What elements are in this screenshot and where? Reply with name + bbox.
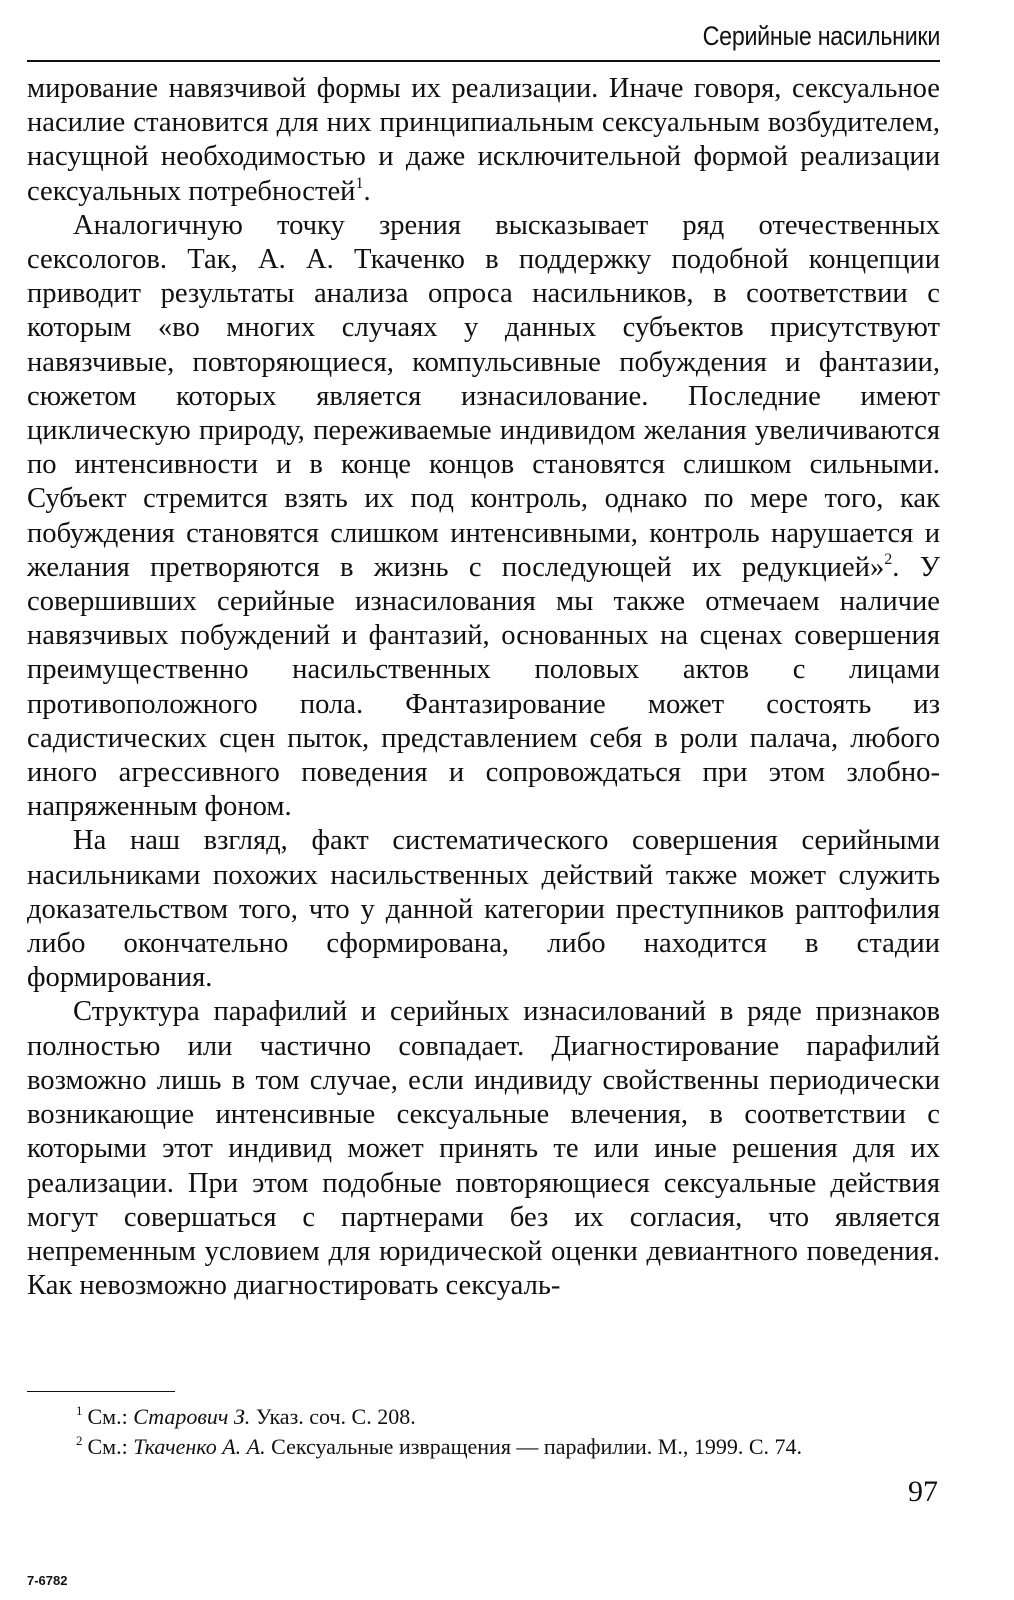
footnote-1: $^1$ См.: Старович З. Указ. соч. С. 208. [76, 1403, 416, 1429]
page-number: 97 [908, 1475, 938, 1508]
running-header [27, 14, 940, 62]
main-text [27, 72, 940, 1303]
footnote-2: $^2$ См.: Ткаченко А. А. Сексуальные извращения — парафилии. М., 1999. С. 74. [76, 1433, 803, 1459]
running-title: Серийные насильники [702, 21, 940, 51]
paragraph-4: Структура парафилий и серийных изнасилований в ряде признаков полностью или частично совпадает. Диагностирование парафилий возможно лишь в том случае, если индивиду свойственны периодически возникающие интенсивные сексуальные влечения, в соответствии с которыми этот индивид может принять те или иные решения для их реализации. При этом подобные повторяющиеся сексуальные действия могут совершаться с партнерами без их согласия, что является непременным условием для юридической оценки девиантного поведения. Как невозможно диагностировать сексуаль- [27, 996, 940, 1302]
footnote-ref-1: 1 [355, 174, 364, 192]
paragraph-2: Аналогичную точку зрения высказывает ряд отечественных сексологов. Так, А. А. Ткаченко в поддержку подобной концепции приводит результаты анализа опроса насильников, в соответствии с которым «во многих случаях у данных субъектов присутствуют навязчивые, повторяющиеся, компульсивные побуждения и фантазии, сюжетом которых является изнасилование. Последние имеют циклическую природу, переживаемые индивидом желания увеличиваются по интенсивности и в конце концов становятся слишком сильными. Субъект стремится взять их под контроль, однако по мере того, как побуждения становятся слишком интенсивными, контроль нарушается и желания претворяются в жизнь с последующей их редукцией»$^2$. У совершивших серийные изнасилования мы также отмечаем наличие навязчивых побуждений и фантазий, основанных на сценах совершения преимущественно насильственных половых актов с лицами противоположного пола. Фантазирование может состоять из садистических сцен пыток, представлением себя в роли палача, любого иного агрессивного поведения и сопровождаться при этом злобно-напряженным фоном. [27, 209, 940, 823]
printer-signature-mark: 7-6782 [27, 1573, 68, 1588]
footnotes [27, 1402, 940, 1462]
footnote-ref-2: 2 [884, 550, 893, 568]
paragraph-3: На наш взгляд, факт систематического совершения серийными насильниками похожих насильственных действий также может служить доказательством того, что у данной категории преступников раптофилия либо окончательно сформирована, либо находится в стадии формирования. [27, 825, 940, 994]
paragraph-1: мирование навязчивой формы их реализации. Иначе говоря, сексуальное насилие становится для них принципиальным сексуальным возбудителем, насущной необходимостью и даже исключительной формой реализации сексуальных потребностей$^1$. [27, 73, 940, 207]
footnote-separator [27, 1391, 175, 1392]
